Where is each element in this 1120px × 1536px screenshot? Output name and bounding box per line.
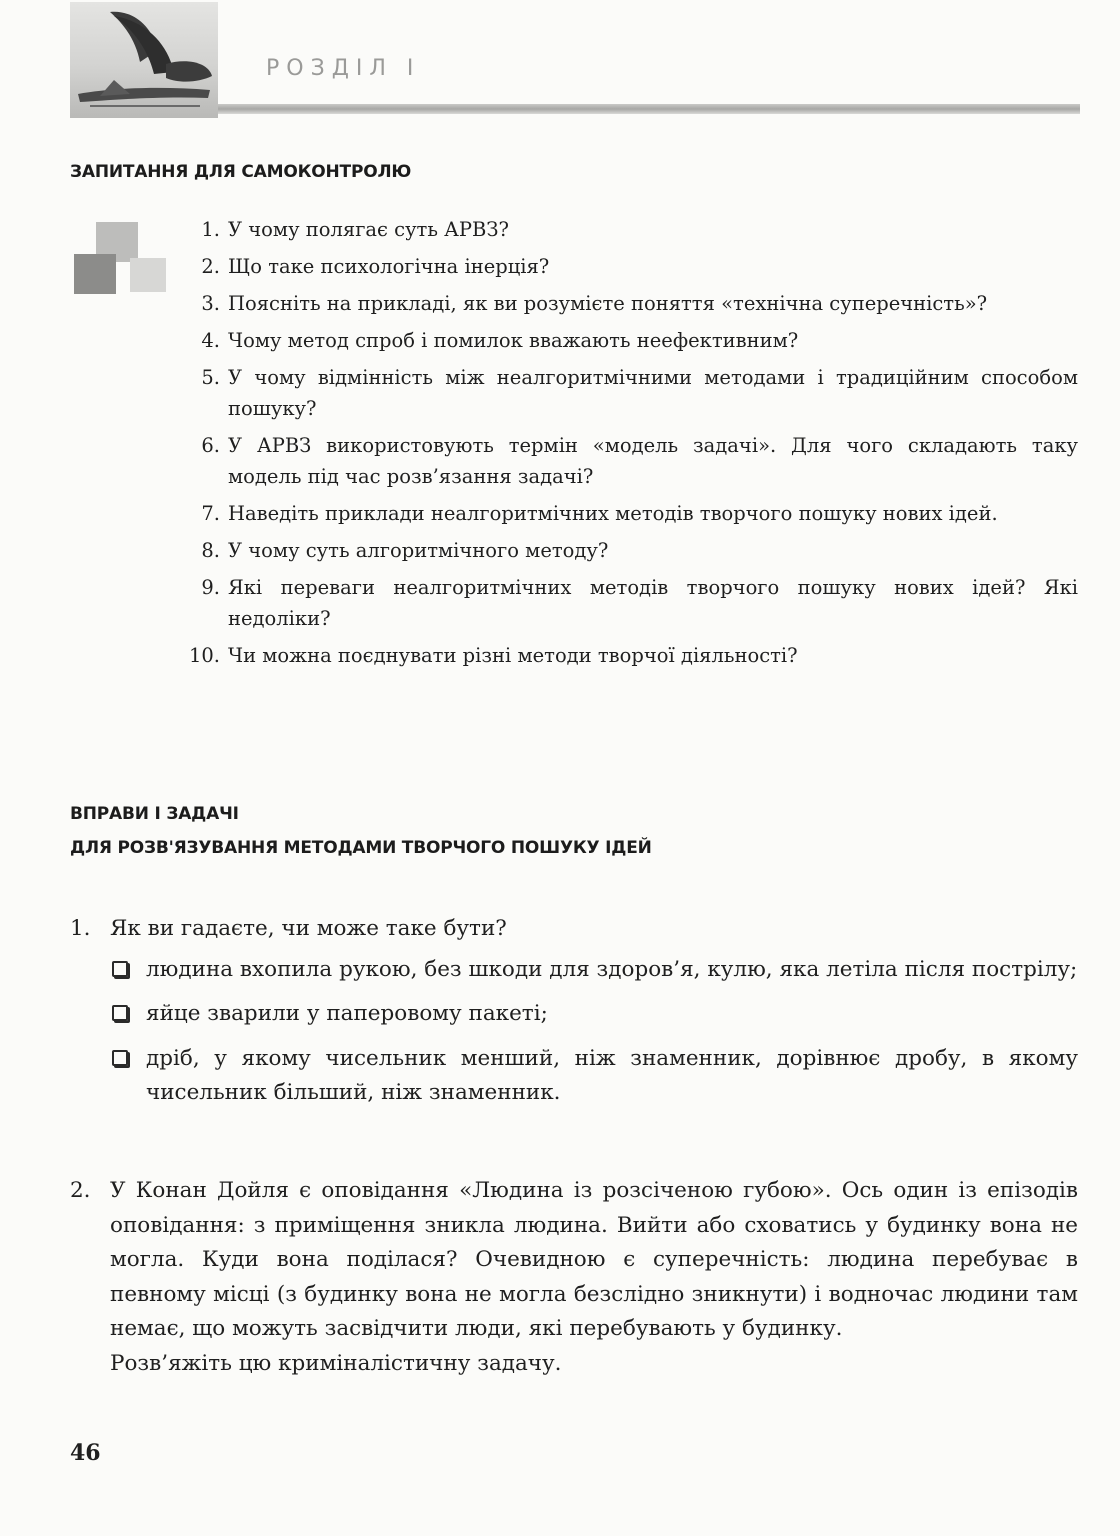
exercise-2	[70, 1174, 1078, 1381]
page-number: 46	[70, 1440, 101, 1466]
option-text: людина вхопила рукою, без шкоди для здоров’я, кулю, яка летіла після пострілу;	[146, 956, 1078, 982]
exercise-number: 2.	[70, 1178, 91, 1203]
header-divider	[218, 104, 1080, 114]
exercises-title-line1: ВПРАВИ І ЗАДАЧІ	[70, 804, 239, 824]
question-text: Які переваги неалгоритмічних методів творчого пошуку нових ідей? Які недоліки?	[228, 576, 1078, 630]
self-check-question-list	[180, 214, 1078, 677]
question-text: Що таке психологічна інерція?	[228, 255, 550, 278]
option-item	[110, 953, 1078, 988]
option-item	[110, 1042, 1078, 1111]
question-text: У чому відмінність між неалгоритмічними методами і традиційним способом пошуку?	[228, 366, 1078, 420]
chapter-header-illustration	[70, 2, 218, 118]
question-number: 8.	[201, 539, 220, 562]
question-item	[180, 362, 1078, 424]
question-number: 3.	[201, 292, 220, 315]
exercises-title-line2: ДЛЯ РОЗВ'ЯЗУВАННЯ МЕТОДАМИ ТВОРЧОГО ПОШУКУ ІДЕЙ	[70, 838, 652, 858]
question-text: У чому суть алгоритмічного методу?	[228, 539, 609, 562]
section-label: РОЗДІЛ І	[266, 56, 421, 81]
question-number: 4.	[201, 329, 220, 352]
exercise-number: 1.	[70, 916, 91, 941]
question-number: 2.	[201, 255, 220, 278]
checkbox-icon	[112, 1050, 128, 1066]
question-item	[180, 325, 1078, 356]
question-number: 1.	[201, 218, 220, 241]
exercise-prompt: Як ви гадаєте, чи може таке бути?	[110, 916, 507, 941]
option-item	[110, 997, 1078, 1032]
option-text: яйце зварили у паперовому пакеті;	[146, 1001, 548, 1026]
exercise-task: Розв’яжіть цю криміналістичну задачу.	[110, 1350, 562, 1376]
exercise-1	[70, 912, 1078, 1121]
question-item	[180, 640, 1078, 671]
question-number: 10.	[188, 644, 220, 667]
question-item	[180, 572, 1078, 634]
question-item	[180, 214, 1078, 245]
question-text: У АРВЗ використовують термін «модель задачі». Для чого складають таку модель під час розв’язання задачі?	[228, 434, 1078, 488]
question-text: Чи можна поєднувати різні методи творчої діяльності?	[228, 644, 798, 667]
question-text: У чому полягає суть АРВЗ?	[228, 218, 509, 241]
flying-machine-icon	[70, 2, 218, 118]
question-item	[180, 498, 1078, 529]
cubes-icon	[72, 222, 168, 298]
exercise-options	[110, 953, 1078, 1111]
question-number: 6.	[201, 434, 220, 457]
question-number: 9.	[201, 576, 220, 599]
question-item	[180, 430, 1078, 492]
question-item	[180, 288, 1078, 319]
question-text: Наведіть приклади неалгоритмічних методів творчого пошуку нових ідей.	[228, 502, 998, 525]
self-check-title: ЗАПИТАННЯ ДЛЯ САМОКОНТРОЛЮ	[70, 162, 412, 182]
checkbox-icon	[112, 961, 128, 977]
question-item	[180, 535, 1078, 566]
exercise-text: У Конан Дойля є оповідання «Людина із розсіченою губою». Ось один із епізодів оповідання: з приміщення зникла людина. Вийти або сховатись у будинку вона не могла. Куди вона поділася? Очевидною є суперечність: людина перебуває в певному місці (з будинку вона не могла безслідно зникнути) і водночас людини там немає, що можуть засвідчити люди, які перебувають у будинку.	[110, 1178, 1078, 1341]
option-text: дріб, у якому чисельник менший, ніж знаменник, дорівнює дробу, в якому чисельник більший, ніж знаменник.	[146, 1045, 1078, 1105]
checkbox-icon	[112, 1005, 128, 1021]
question-text: Чому метод спроб і помилок вважають неефективним?	[228, 329, 799, 352]
question-item	[180, 251, 1078, 282]
question-number: 7.	[201, 502, 220, 525]
question-text: Поясніть на прикладі, як ви розумієте поняття «технічна суперечність»?	[228, 292, 988, 315]
question-number: 5.	[201, 366, 220, 389]
